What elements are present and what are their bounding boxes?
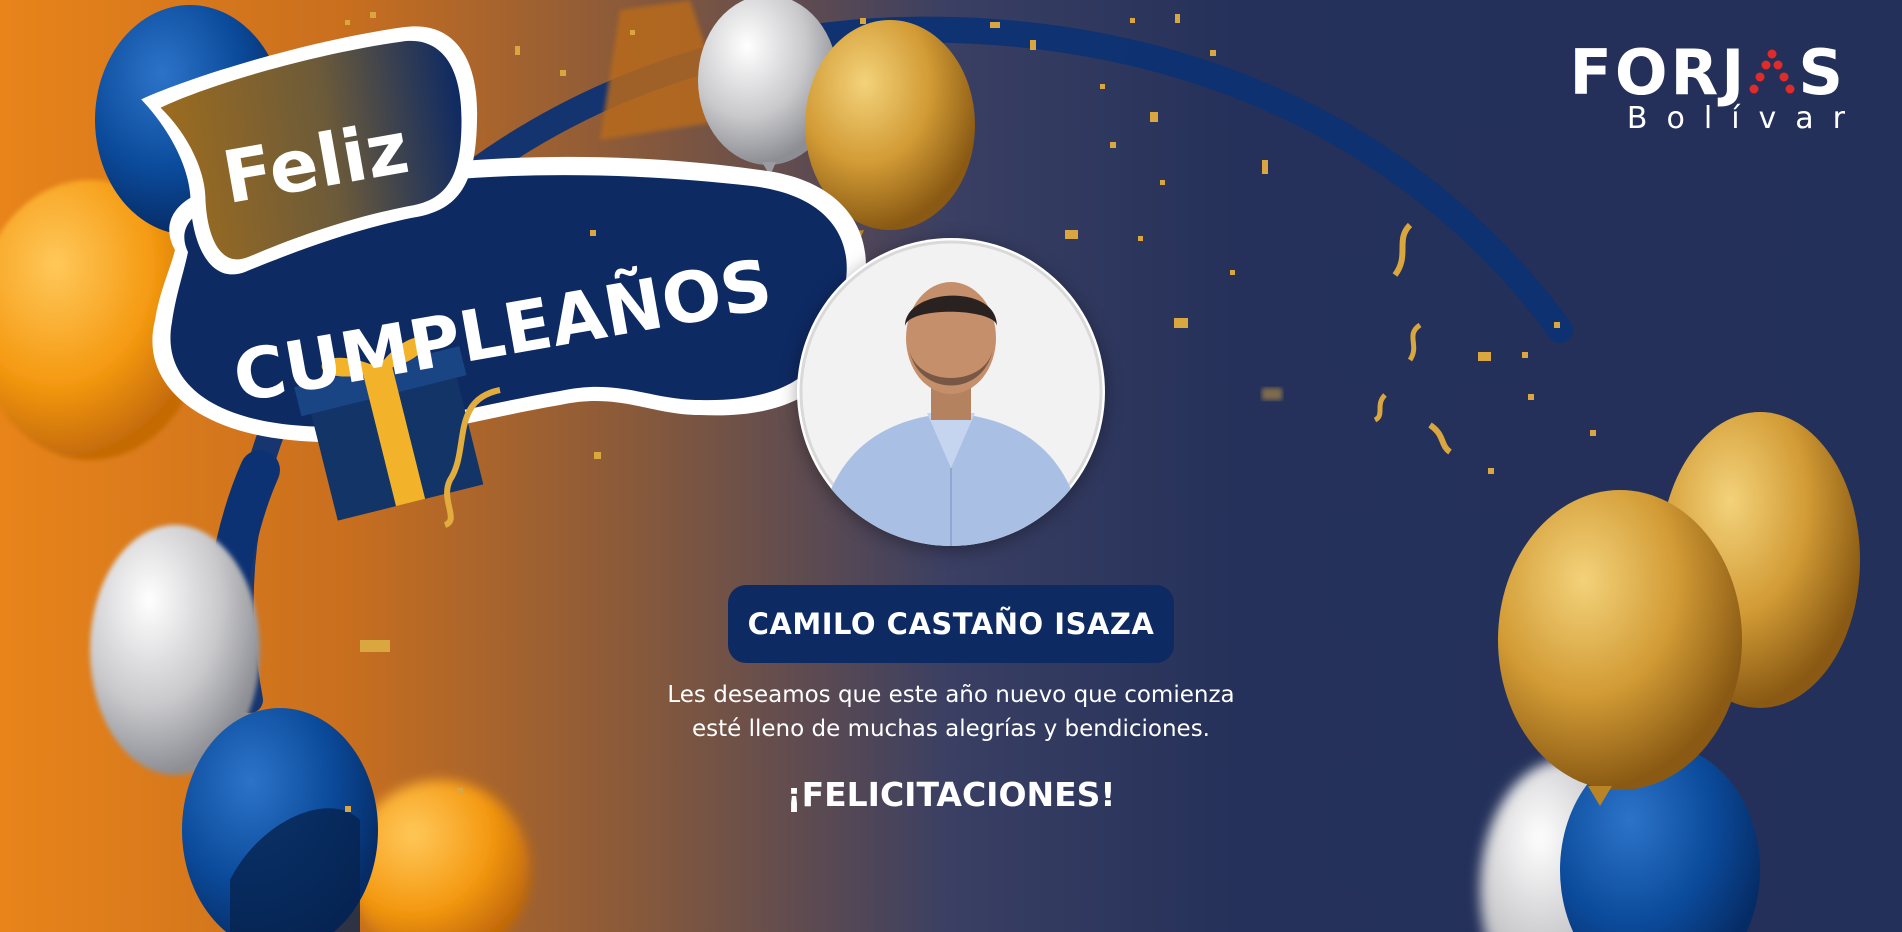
logo-brand-prefix: FORJ	[1569, 36, 1748, 109]
congratulations-text: ¡FELICITACIONES!	[786, 775, 1116, 814]
banner-feliz: Feliz	[216, 104, 415, 221]
company-logo	[1556, 36, 1864, 136]
banner-cumpleanos: CUMPLEAÑOS	[227, 243, 778, 419]
message-line-1: Les deseamos que este año nuevo que comienza	[667, 682, 1235, 708]
logo-brand-suffix: S	[1798, 36, 1846, 109]
person-photo	[797, 238, 1105, 546]
logo-dots-icon	[1749, 48, 1795, 100]
message-line-2: esté lleno de muchas alegrías y bendiciones.	[692, 716, 1210, 742]
logo-brand-sub: Bolívar	[1626, 101, 1864, 136]
person-name: CAMILO CASTAÑO ISAZA	[728, 585, 1174, 663]
person-avatar-icon	[797, 238, 1105, 546]
birthday-message	[601, 678, 1301, 746]
